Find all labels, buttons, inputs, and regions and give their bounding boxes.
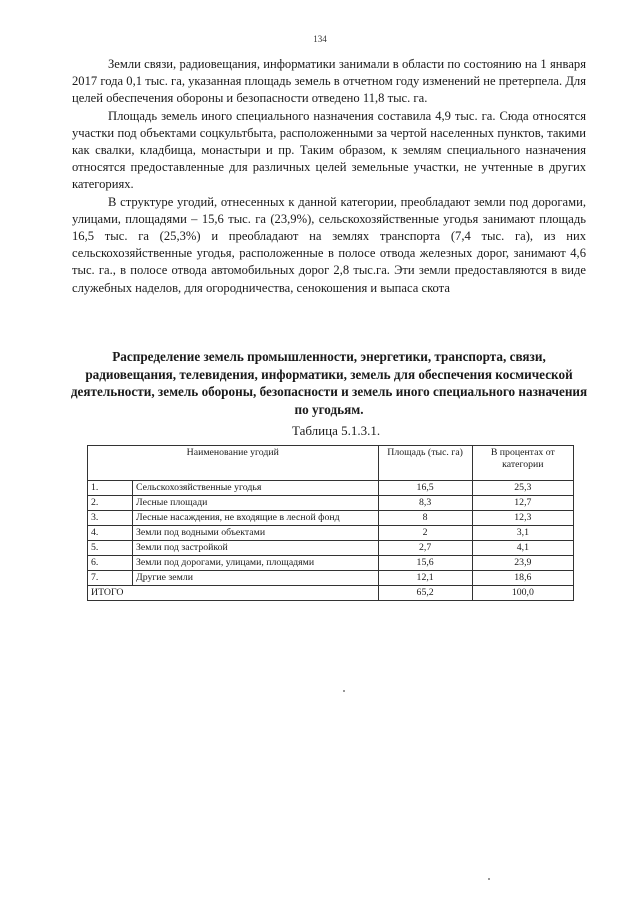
row-percent: 12,7: [472, 496, 573, 511]
table-row: [88, 526, 574, 541]
row-name: Сельскохозяйственные угодья: [133, 481, 379, 496]
row-name: Земли под водными объектами: [133, 526, 379, 541]
table-row: [88, 571, 574, 586]
row-area: 2,7: [378, 541, 472, 556]
table-row: [88, 511, 574, 526]
paragraph-3: В структуре угодий, отнесенных к данной категории, преобладают земли под дорогами, улицами, площадями – 15,6 тыс. га (23,9%), сельскохозяйственные угодья занимают площадь 16,5 тыс. га (25,3%) и преобладают на землях транспорта (7,4 тыс. га), из них сельскохозяйственные угодья, расположенные в полосе отвода железных дорог, занимают 4,6 тыс. га., в полосе отвода автомобильных дорог 2,8 тыс.га. Эти земли предоставляются в виде служебных наделов, для огородничества, сенокошения и выпаса скота: [72, 194, 586, 295]
row-area: 2: [378, 526, 472, 541]
row-percent: 4,1: [472, 541, 573, 556]
row-percent: 3,1: [472, 526, 573, 541]
row-name: Земли под дорогами, улицами, площадями: [133, 556, 379, 571]
row-number: 4.: [88, 526, 133, 541]
row-area: 8,3: [378, 496, 472, 511]
page-number: 134: [313, 34, 327, 44]
table-total-row: [88, 586, 574, 601]
table-heading: Распределение земель промышленности, энергетики, транспорта, связи, радиовещания, телевидения, информатики, земель для обеспечения космической деятельности, земель обороны, безопасности и земель иного специального назначения по угодьям.: [70, 349, 588, 417]
row-area: 8: [378, 511, 472, 526]
table-header-row: [88, 446, 574, 481]
scan-speck: [343, 690, 345, 692]
table-row: [88, 481, 574, 496]
land-distribution-table: [87, 445, 574, 601]
header-area: Площадь (тыс. га): [378, 446, 472, 481]
table-row: [88, 496, 574, 511]
row-name: Другие земли: [133, 571, 379, 586]
row-area: 16,5: [378, 481, 472, 496]
table-row: [88, 541, 574, 556]
row-percent: 23,9: [472, 556, 573, 571]
paragraph-2: Площадь земель иного специального назначения составила 4,9 тыс. га. Сюда относятся участки под объектами соцкультбыта, расположенными за чертой населенных пунктов, такими как свалки, кладбища, монастыри и пр. Таким образом, к землям специального назначения относятся предоставленные для различных целей земельные участки, не учтенные в других категориях.: [72, 108, 586, 192]
row-number: 1.: [88, 481, 133, 496]
row-area: 15,6: [378, 556, 472, 571]
row-percent: 12,3: [472, 511, 573, 526]
row-name: Лесные площади: [133, 496, 379, 511]
scan-speck: [488, 878, 490, 880]
row-number: 3.: [88, 511, 133, 526]
row-number: 5.: [88, 541, 133, 556]
row-number: 7.: [88, 571, 133, 586]
table-caption: Таблица 5.1.3.1.: [292, 423, 381, 438]
body-text: [72, 56, 586, 297]
row-area: 12,1: [378, 571, 472, 586]
paragraph-1: Земли связи, радиовещания, информатики занимали в области по состоянию на 1 января 2017 года 0,1 тыс. га, указанная площадь земель в отчетном году изменений не претерпела. Для целей обеспечения обороны и безопасности отведено 11,8 тыс. га.: [72, 57, 586, 106]
header-percent: В процентах от категории: [472, 446, 573, 481]
total-label: ИТОГО: [88, 586, 379, 601]
row-number: 2.: [88, 496, 133, 511]
row-percent: 25,3: [472, 481, 573, 496]
total-area: 65,2: [378, 586, 472, 601]
row-percent: 18,6: [472, 571, 573, 586]
table-row: [88, 556, 574, 571]
header-name: Наименование угодий: [88, 446, 379, 481]
row-name: Земли под застройкой: [133, 541, 379, 556]
row-number: 6.: [88, 556, 133, 571]
row-name: Лесные насаждения, не входящие в лесной фонд: [133, 511, 379, 526]
total-percent: 100,0: [472, 586, 573, 601]
